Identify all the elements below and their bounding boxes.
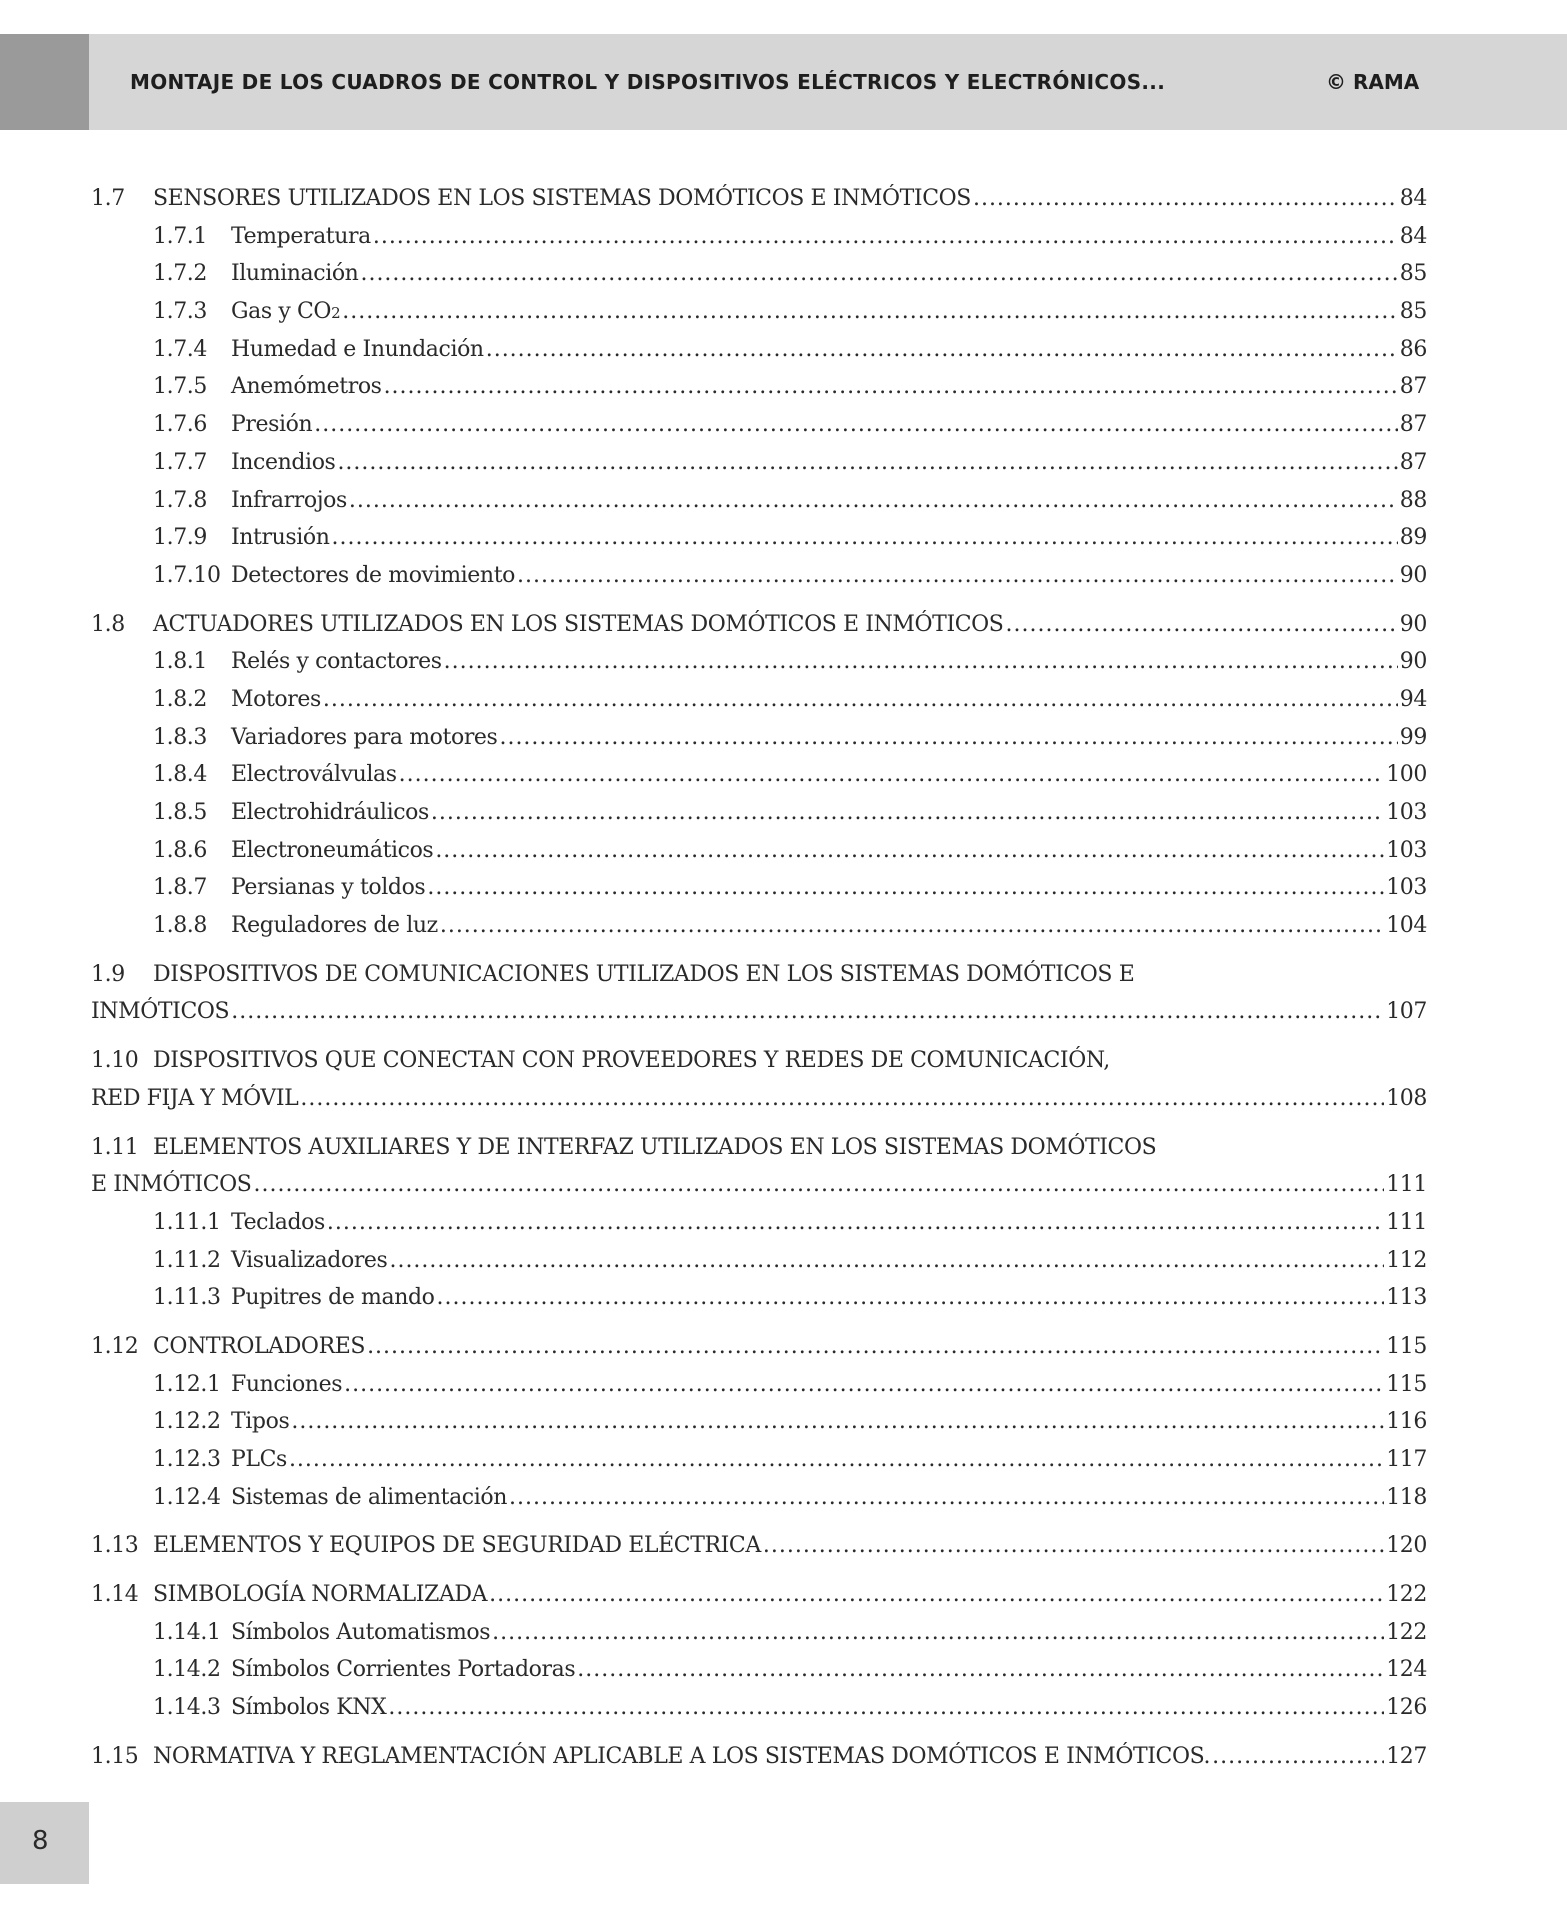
toc-dot-leader: [300, 1080, 1384, 1118]
toc-section-number: 1.14.3: [153, 1695, 221, 1721]
toc-page-number[interactable]: 86: [1399, 336, 1427, 362]
toc-line: [153, 907, 1427, 945]
toc-line: [153, 1441, 1427, 1479]
toc-entry[interactable]: [91, 1441, 1427, 1479]
toc-entry[interactable]: [91, 519, 1427, 557]
toc-entry[interactable]: [91, 1328, 1427, 1366]
toc-entry[interactable]: [91, 794, 1427, 832]
toc-section-number: 1.7.8: [153, 487, 207, 513]
toc-section-number: 1.7: [91, 186, 125, 211]
toc-section-title[interactable]: ELEMENTOS Y EQUIPOS DE SEGURIDAD ELÉCTRICA: [153, 1533, 761, 1559]
toc-line: [153, 218, 1427, 256]
toc-line: [153, 1689, 1427, 1727]
toc-page-number[interactable]: 117: [1386, 1447, 1427, 1472]
toc-section-number: 1.7.9: [153, 525, 207, 551]
toc-section-title[interactable]: Electroneumáticos: [231, 837, 434, 863]
toc-line: [153, 643, 1427, 681]
toc-line: [153, 557, 1427, 595]
toc-page-number[interactable]: 99: [1399, 724, 1427, 750]
toc-entry[interactable]: [91, 1042, 1427, 1117]
toc-entry[interactable]: [91, 1614, 1427, 1652]
toc-line: [91, 180, 1427, 218]
toc-section-number: 1.7.1: [153, 223, 207, 249]
toc-page-number[interactable]: 108: [1386, 1085, 1427, 1111]
toc-section-title[interactable]: Infrarrojos: [231, 487, 347, 513]
toc-dot-leader: [399, 756, 1385, 794]
toc-entry[interactable]: [91, 1204, 1427, 1242]
toc-section-number: 1.8.2: [153, 686, 207, 712]
toc-entry[interactable]: [91, 606, 1427, 644]
toc-page-number[interactable]: 116: [1386, 1409, 1427, 1435]
toc-section-title[interactable]: NORMATIVA Y REGLAMENTACIÓN APLICABLE A LOS SISTEMAS DOMÓTICOS E INMÓTICOS.: [153, 1743, 1211, 1769]
toc-entry[interactable]: [91, 1129, 1427, 1204]
toc-entry[interactable]: [91, 1403, 1427, 1441]
toc-page-number[interactable]: 103: [1386, 800, 1427, 825]
toc-section-title[interactable]: CONTROLADORES: [153, 1333, 366, 1359]
toc-line: [153, 869, 1427, 907]
toc-entry[interactable]: [91, 180, 1427, 218]
toc-section-number: 1.7.6: [153, 412, 207, 438]
toc-section-title[interactable]: PLCs: [231, 1447, 287, 1472]
toc-entry[interactable]: [91, 869, 1427, 907]
toc-line: [153, 368, 1427, 406]
toc-line: [153, 406, 1427, 444]
toc-line: [153, 1279, 1427, 1317]
toc-page-number[interactable]: 88: [1399, 487, 1427, 513]
toc-section-title[interactable]: Intrusión: [231, 525, 330, 551]
toc-entry[interactable]: [91, 1366, 1427, 1404]
toc-page-number[interactable]: 90: [1399, 611, 1427, 637]
toc-page-number[interactable]: 111: [1386, 1172, 1427, 1198]
toc-line: [91, 1080, 1427, 1118]
toc-section-title[interactable]: Teclados: [231, 1209, 325, 1235]
toc-section-number: 1.14: [91, 1582, 139, 1608]
toc-dot-leader: [289, 1441, 1384, 1479]
toc-section-number: 1.11.1: [153, 1209, 221, 1235]
toc-dot-leader: [492, 1614, 1384, 1652]
toc-page-number[interactable]: 90: [1399, 649, 1427, 675]
toc-entry[interactable]: [91, 907, 1427, 945]
toc-section-number: 1.12.2: [153, 1409, 221, 1435]
toc-dot-leader: [431, 794, 1384, 832]
toc-entry[interactable]: [91, 557, 1427, 595]
toc-line: [153, 293, 1427, 331]
toc-line: [153, 681, 1427, 719]
toc-dot-leader: [384, 368, 1398, 406]
toc-page-number[interactable]: 107: [1386, 999, 1427, 1025]
toc-dot-leader: [291, 1403, 1384, 1441]
toc-line: [91, 1042, 1427, 1080]
toc-line: [153, 331, 1427, 369]
toc-section-title[interactable]: ACTUADORES UTILIZADOS EN LOS SISTEMAS DOMÓTICOS E INMÓTICOS: [153, 611, 1004, 637]
toc-dot-leader: [437, 1279, 1385, 1317]
toc-section-number: 1.8: [91, 611, 125, 637]
toc-section-title[interactable]: Humedad e Inundación: [231, 336, 484, 362]
toc-section-title[interactable]: Tipos: [231, 1409, 290, 1435]
toc-section-title[interactable]: Pupitres de mando: [231, 1285, 435, 1311]
toc-section-title[interactable]: Persianas y toldos: [231, 875, 426, 901]
toc-section-title[interactable]: Símbolos Automatismos: [231, 1619, 491, 1645]
toc-dot-leader: [444, 643, 1398, 681]
toc-line: [153, 255, 1427, 293]
toc-section-title[interactable]: Iluminación: [231, 261, 359, 287]
toc-section-title[interactable]: Reguladores de luz: [231, 913, 438, 939]
toc-page-number[interactable]: 87: [1399, 449, 1427, 475]
toc-line: [91, 956, 1427, 994]
toc-section-number: 1.7.5: [153, 374, 207, 400]
toc-page-number[interactable]: 127: [1386, 1743, 1427, 1769]
toc-section-title[interactable]: ELEMENTOS AUXILIARES Y DE INTERFAZ UTILIZADOS EN LOS SISTEMAS DOMÓTICOS: [153, 1134, 1157, 1160]
toc-dot-leader: [349, 482, 1398, 520]
toc-page-number[interactable]: 87: [1399, 374, 1427, 400]
toc-dot-leader: [231, 993, 1384, 1031]
toc-page-number[interactable]: 100: [1386, 762, 1427, 788]
toc-line: [153, 482, 1427, 520]
toc-line: [153, 519, 1427, 557]
toc-page-number[interactable]: 126: [1386, 1695, 1427, 1721]
toc-line: [91, 606, 1427, 644]
toc-section-number: 1.7.2: [153, 261, 207, 287]
toc-section-title[interactable]: INMÓTICOS: [91, 999, 230, 1025]
toc-line: [91, 1576, 1427, 1614]
toc-dot-leader: [337, 444, 1397, 482]
toc-dot-leader: [314, 406, 1398, 444]
toc-entry[interactable]: [91, 956, 1427, 1031]
toc-dot-leader: [332, 519, 1398, 557]
toc-section-number: 1.11.2: [153, 1247, 221, 1273]
toc-section-number: 1.7.4: [153, 336, 207, 362]
toc-dot-leader: [367, 1328, 1384, 1366]
toc-dot-leader: [435, 832, 1384, 870]
toc-dot-leader: [517, 557, 1398, 595]
toc-entry[interactable]: [91, 1651, 1427, 1689]
toc-section-title[interactable]: Gas y CO: [231, 299, 332, 325]
toc-section-number: 1.12.4: [153, 1484, 221, 1510]
toc-section-number: 1.12.3: [153, 1447, 221, 1472]
toc-page-number[interactable]: 112: [1386, 1247, 1427, 1273]
toc-dot-leader: [577, 1651, 1384, 1689]
toc-section-title[interactable]: SENSORES UTILIZADOS EN LOS SISTEMAS DOMÓTICOS E INMÓTICOS: [153, 186, 971, 211]
toc-dot-leader: [360, 255, 1397, 293]
toc-page-number[interactable]: 85: [1399, 261, 1427, 287]
toc-entry[interactable]: [91, 331, 1427, 369]
toc-line: [153, 756, 1427, 794]
toc-page-number[interactable]: 113: [1386, 1285, 1427, 1311]
toc-line: [153, 1479, 1427, 1517]
toc-section-title[interactable]: Motores: [231, 686, 321, 712]
toc-dot-leader: [344, 1366, 1384, 1404]
toc-page-number[interactable]: 120: [1386, 1533, 1427, 1559]
toc-line: [153, 1366, 1427, 1404]
toc-entry[interactable]: [91, 368, 1427, 406]
toc-dot-leader: [489, 1576, 1384, 1614]
toc-line: [91, 1129, 1427, 1167]
toc-dot-leader: [389, 1242, 1384, 1280]
toc-section-title[interactable]: Relés y contactores: [231, 649, 442, 675]
toc-section-title[interactable]: Presión: [231, 412, 313, 438]
toc-entry[interactable]: [91, 1242, 1427, 1280]
toc-section-number: 1.12: [91, 1333, 139, 1359]
toc-line: [153, 832, 1427, 870]
toc-page-number[interactable]: 118: [1386, 1484, 1427, 1510]
toc-page-number[interactable]: 89: [1399, 525, 1427, 551]
toc-line: [91, 1738, 1427, 1776]
toc-section-title[interactable]: Variadores para motores: [231, 724, 498, 750]
toc-section-number: 1.8.8: [153, 913, 207, 939]
toc-section-number: 1.8.4: [153, 762, 207, 788]
toc-entry[interactable]: [91, 406, 1427, 444]
toc-section-number: 1.14.2: [153, 1657, 221, 1683]
toc-section-title[interactable]: Símbolos KNX: [231, 1695, 387, 1721]
toc-entry[interactable]: [91, 1689, 1427, 1727]
toc-line: [153, 444, 1427, 482]
toc-section-title[interactable]: Funciones: [231, 1371, 343, 1397]
toc-page-number[interactable]: 122: [1386, 1619, 1427, 1645]
toc-entry[interactable]: [91, 1738, 1427, 1776]
toc-page-number[interactable]: 84: [1399, 223, 1427, 249]
toc-entry[interactable]: [91, 643, 1427, 681]
toc-section-number: 1.12.1: [153, 1371, 221, 1397]
toc-entry[interactable]: [91, 756, 1427, 794]
toc-page-number[interactable]: 103: [1386, 875, 1427, 901]
toc-section-number: 1.10: [91, 1048, 139, 1074]
toc-entry[interactable]: [91, 1527, 1427, 1565]
toc-section-number: 1.8.6: [153, 837, 207, 863]
toc-line: [91, 1328, 1427, 1366]
toc-entry[interactable]: [91, 1576, 1427, 1614]
toc-page-number[interactable]: 84: [1399, 186, 1427, 211]
toc-section-title[interactable]: Anemómetros: [231, 374, 382, 400]
toc-dot-leader: [763, 1527, 1384, 1565]
toc-entry[interactable]: [91, 1479, 1427, 1517]
toc-dot-leader: [509, 1479, 1384, 1517]
toc-entry[interactable]: [91, 293, 1427, 331]
toc-title-subscript: 2: [331, 304, 341, 323]
toc-section-title[interactable]: Visualizadores: [231, 1247, 388, 1273]
toc-page-number[interactable]: 122: [1386, 1582, 1427, 1608]
toc-section-title[interactable]: RED FIJA Y MÓVIL: [91, 1085, 299, 1111]
toc-section-number: 1.11.3: [153, 1285, 221, 1311]
toc-entry[interactable]: [91, 444, 1427, 482]
toc-section-title[interactable]: Incendios: [231, 449, 336, 475]
toc-line: [91, 1527, 1427, 1565]
toc-entry[interactable]: [91, 482, 1427, 520]
toc-dot-leader: [388, 1689, 1384, 1727]
toc-section-number: 1.9: [91, 961, 125, 987]
toc-section-title[interactable]: Electroválvulas: [231, 762, 397, 788]
toc-page-number[interactable]: 87: [1399, 412, 1427, 438]
toc-page-number[interactable]: 111: [1386, 1209, 1427, 1235]
toc-page-number[interactable]: 115: [1386, 1371, 1427, 1397]
toc-page-number[interactable]: 103: [1386, 837, 1427, 863]
toc-page-number[interactable]: 124: [1386, 1657, 1427, 1683]
toc-section-number: 1.8.1: [153, 649, 207, 675]
toc-dot-leader: [973, 180, 1398, 218]
toc-section-number: 1.8.3: [153, 724, 207, 750]
toc-section-number: 1.8.7: [153, 875, 207, 901]
toc-page-number[interactable]: 104: [1386, 913, 1427, 939]
toc-section-title[interactable]: Símbolos Corrientes Portadoras: [231, 1657, 576, 1683]
toc-page-number[interactable]: 115: [1386, 1333, 1427, 1359]
toc-entry[interactable]: [91, 218, 1427, 256]
toc-section-number: 1.13: [91, 1533, 139, 1559]
toc-section-title[interactable]: Detectores de movimiento: [231, 562, 515, 588]
toc-dot-leader: [1212, 1738, 1384, 1776]
toc-entry[interactable]: [91, 719, 1427, 757]
toc-dot-leader: [342, 293, 1398, 331]
toc-section-number: 1.14.1: [153, 1619, 221, 1645]
toc-dot-leader: [440, 907, 1384, 945]
toc-section-title[interactable]: E INMÓTICOS: [91, 1172, 252, 1198]
toc-page-number[interactable]: 90: [1399, 562, 1427, 588]
toc-entry[interactable]: [91, 832, 1427, 870]
toc-entry[interactable]: [91, 255, 1427, 293]
toc-page-number[interactable]: 85: [1399, 299, 1427, 325]
toc-line: [153, 1403, 1427, 1441]
toc-line: [153, 719, 1427, 757]
toc-section-title[interactable]: SIMBOLOGÍA NORMALIZADA: [153, 1582, 488, 1608]
page-number: 8: [32, 1826, 49, 1856]
toc-section-title[interactable]: DISPOSITIVOS QUE CONECTAN CON PROVEEDORES Y REDES DE COMUNICACIÓN,: [153, 1048, 1110, 1074]
toc-entry[interactable]: [91, 1279, 1427, 1317]
toc-section-number: 1.11: [91, 1134, 139, 1160]
toc-section-title[interactable]: DISPOSITIVOS DE COMUNICACIONES UTILIZADOS EN LOS SISTEMAS DOMÓTICOS E: [153, 961, 1135, 987]
toc-section-number: 1.7.3: [153, 299, 207, 325]
toc-dot-leader: [373, 218, 1398, 256]
toc-line: [153, 1651, 1427, 1689]
toc-section-title[interactable]: Electrohidráulicos: [231, 800, 429, 825]
toc-line: [91, 1166, 1427, 1204]
toc-dot-leader: [323, 681, 1398, 719]
publisher-label: © RAMA: [1326, 70, 1420, 94]
toc-line: [153, 1614, 1427, 1652]
toc-entry[interactable]: [91, 681, 1427, 719]
toc-line: [153, 794, 1427, 832]
header-accent-block: [0, 34, 89, 130]
toc-line: [153, 1204, 1427, 1242]
toc-page-number[interactable]: 94: [1399, 686, 1427, 712]
toc-dot-leader: [253, 1166, 1384, 1204]
toc-section-number: 1.15: [91, 1743, 139, 1769]
book-title: MONTAJE DE LOS CUADROS DE CONTROL Y DISPOSITIVOS ELÉCTRICOS Y ELECTRÓNICOS...: [130, 70, 1166, 94]
toc-dot-leader: [499, 719, 1397, 757]
toc-dot-leader: [486, 331, 1398, 369]
toc-dot-leader: [327, 1204, 1384, 1242]
toc-line: [153, 1242, 1427, 1280]
toc-dot-leader: [1005, 606, 1397, 644]
toc-section-title[interactable]: Sistemas de alimentación: [231, 1484, 507, 1510]
toc-section-title[interactable]: Temperatura: [231, 223, 371, 249]
toc-section-number: 1.7.7: [153, 449, 207, 475]
toc-dot-leader: [427, 869, 1384, 907]
toc-section-number: 1.7.10: [153, 562, 221, 588]
toc-line: [91, 993, 1427, 1031]
table-of-contents: [91, 180, 1427, 1776]
toc-section-number: 1.8.5: [153, 800, 207, 825]
